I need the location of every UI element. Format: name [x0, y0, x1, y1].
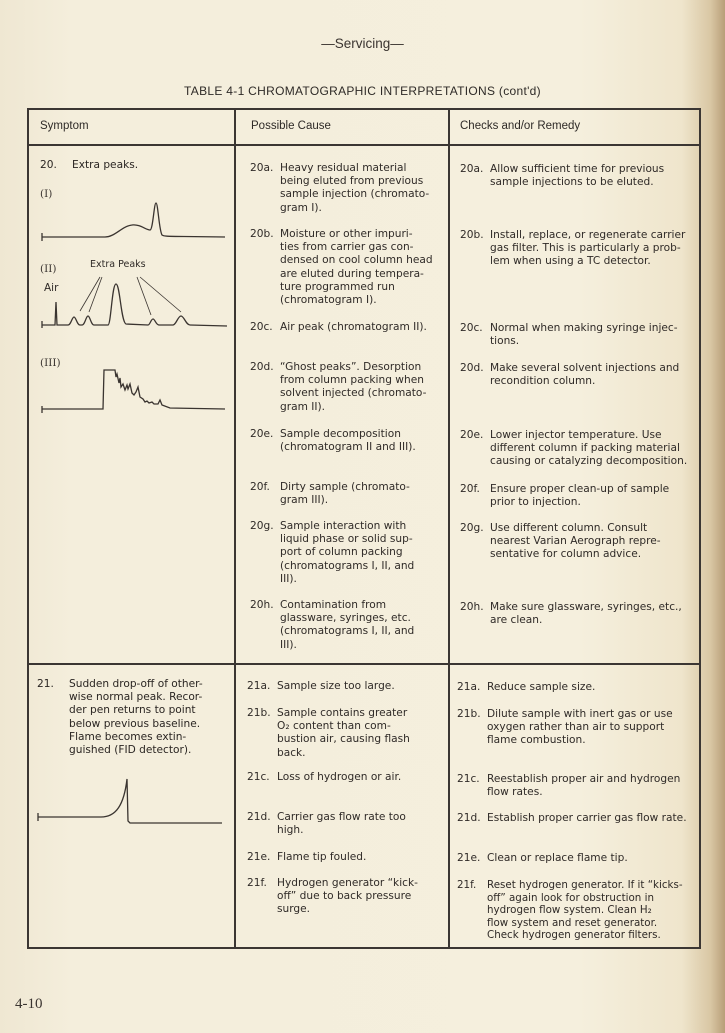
cause-code: 20f. [250, 481, 270, 493]
cause-code: 20d. [250, 361, 274, 373]
remedy-code: 21b. [457, 708, 481, 720]
air-label: Air [44, 282, 59, 294]
header-divider [27, 144, 701, 146]
cause-text: Sample decomposition (chromatogram II and III). [280, 428, 416, 454]
cause-code: 21e. [247, 851, 271, 863]
cause-text: Dirty sample (chromato- gram III). [280, 481, 410, 507]
header-checks-remedy: Checks and/or Remedy [460, 120, 581, 132]
cause-text: Flame tip fouled. [277, 851, 367, 863]
header-possible-cause: Possible Cause [251, 120, 331, 132]
cause-code: 20c. [250, 321, 273, 333]
cause-code: 21d. [247, 811, 271, 823]
cause-code: 21b. [247, 707, 271, 719]
header-symptom: Symptom [40, 120, 89, 132]
table-title: TABLE 4-1 CHROMATOGRAPHIC INTERPRETATIONS (cont'd) [184, 84, 541, 98]
remedy-text: Reset hydrogen generator. If it “kicks- off” again look for obstruction in hydrogen flow system. Clean H₂ flow system and reset generator. Check hydrogen generator filters. [487, 879, 683, 942]
remedy-text: Clean or replace flame tip. [487, 852, 628, 864]
page-number: 4-10 [15, 996, 43, 1012]
symptom-number: 21. [37, 678, 54, 690]
symptom-text: Extra peaks. [72, 159, 139, 171]
remedy-code: 20g. [460, 522, 484, 534]
chromatogram-i [40, 190, 230, 245]
remedy-code: 21c. [457, 773, 480, 785]
remedy-text: Reduce sample size. [487, 681, 596, 693]
chromatogram-ii [40, 268, 230, 338]
cause-code: 20e. [250, 428, 274, 440]
chromatogram-label-ii: (II) [40, 263, 57, 275]
remedy-text: Ensure proper clean-up of sample prior to injection. [490, 483, 670, 509]
column-divider-2 [448, 108, 450, 949]
remedy-code: 21e. [457, 852, 481, 864]
remedy-text: Establish proper carrier gas flow rate. [487, 812, 687, 824]
cause-code: 21f. [247, 877, 267, 889]
cause-code: 21a. [247, 680, 271, 692]
remedy-code: 21d. [457, 812, 481, 824]
remedy-code: 20f. [460, 483, 480, 495]
arrow-extra-peak-2 [89, 277, 102, 312]
cause-code: 21c. [247, 771, 270, 783]
chromatogram-flame-out [36, 775, 226, 830]
cause-text: Sample contains greater O₂ content than com- bustion air, causing flash back. [277, 707, 410, 759]
cause-text: Moisture or other impuri- ties from carrier gas con- densed on cool column head are eluted during tempera- ture programmed run (chromatogram I). [280, 228, 433, 307]
cause-code: 20b. [250, 228, 274, 240]
cause-code: 20h. [250, 599, 274, 611]
remedy-code: 20d. [460, 362, 484, 374]
remedy-text: Install, replace, or regenerate carrier gas filter. This is particularly a prob- lem when using a TC detector. [490, 229, 686, 268]
cause-code: 20a. [250, 162, 274, 174]
arrow-extra-peak-1 [80, 277, 100, 311]
extra-peaks-label: Extra Peaks [90, 259, 146, 270]
chromatogram-label-iii: (III) [40, 357, 61, 369]
remedy-text: Reestablish proper air and hydrogen flow rates. [487, 773, 681, 799]
chromatogram-label-i: (I) [40, 188, 53, 200]
chromatogram-iii-trace [42, 370, 225, 409]
column-divider-1 [234, 108, 236, 949]
running-head: —Servicing— [321, 36, 404, 51]
remedy-code: 20h. [460, 601, 484, 613]
cause-text: Loss of hydrogen or air. [277, 771, 402, 783]
remedy-text: Normal when making syringe injec- tions. [490, 322, 678, 348]
remedy-text: Make several solvent injections and recondition column. [490, 362, 680, 388]
cause-text: “Ghost peaks”. Desorption from column packing when solvent injected (chromato- gram II). [280, 361, 427, 413]
remedy-code: 21a. [457, 681, 481, 693]
remedy-code: 20b. [460, 229, 484, 241]
symptom-text: Sudden drop-off of other- wise normal peak. Recor- der pen returns to point below previous baseline. Flame becomes extin- guished (FID detector). [69, 678, 203, 757]
chromatogram-flame-out-trace [38, 779, 222, 823]
cause-text: Heavy residual material being eluted from previous sample injection (chromato- gram I). [280, 162, 430, 214]
remedy-text: Lower injector temperature. Use different column if packing material causing or catalyzing decomposition. [490, 429, 688, 468]
remedy-text: Dilute sample with inert gas or use oxygen rather than air to support flame combustion. [487, 708, 673, 747]
symptom-number: 20. [40, 159, 57, 171]
cause-code: 20g. [250, 520, 274, 532]
remedy-text: Make sure glassware, syringes, etc., are clean. [490, 601, 682, 627]
cause-text: Sample interaction with liquid phase or solid sup- port of column packing (chromatograms I, II, and III). [280, 520, 415, 585]
remedy-code: 20a. [460, 163, 484, 175]
remedy-code: 20c. [460, 322, 483, 334]
cause-text: Sample size too large. [277, 680, 395, 692]
arrow-extra-peak-4 [140, 277, 181, 312]
remedy-code: 20e. [460, 429, 484, 441]
cause-text: Carrier gas flow rate too high. [277, 811, 406, 837]
cause-text: Contamination from glassware, syringes, etc. (chromatograms I, II, and III). [280, 599, 415, 651]
cause-text: Hydrogen generator “kick- off” due to back pressure surge. [277, 877, 418, 916]
cause-text: Air peak (chromatogram II). [280, 321, 427, 333]
arrow-extra-peak-3 [137, 277, 151, 315]
remedy-code: 21f. [457, 879, 477, 891]
remedy-text: Allow sufficient time for previous sample injections to be eluted. [490, 163, 665, 189]
remedy-text: Use different column. Consult nearest Varian Aerograph repre- sentative for column advice. [490, 522, 661, 561]
row-divider [27, 663, 701, 665]
chromatogram-iii [40, 365, 230, 415]
chromatogram-i-trace [42, 203, 225, 237]
chromatogram-ii-trace [42, 284, 227, 326]
